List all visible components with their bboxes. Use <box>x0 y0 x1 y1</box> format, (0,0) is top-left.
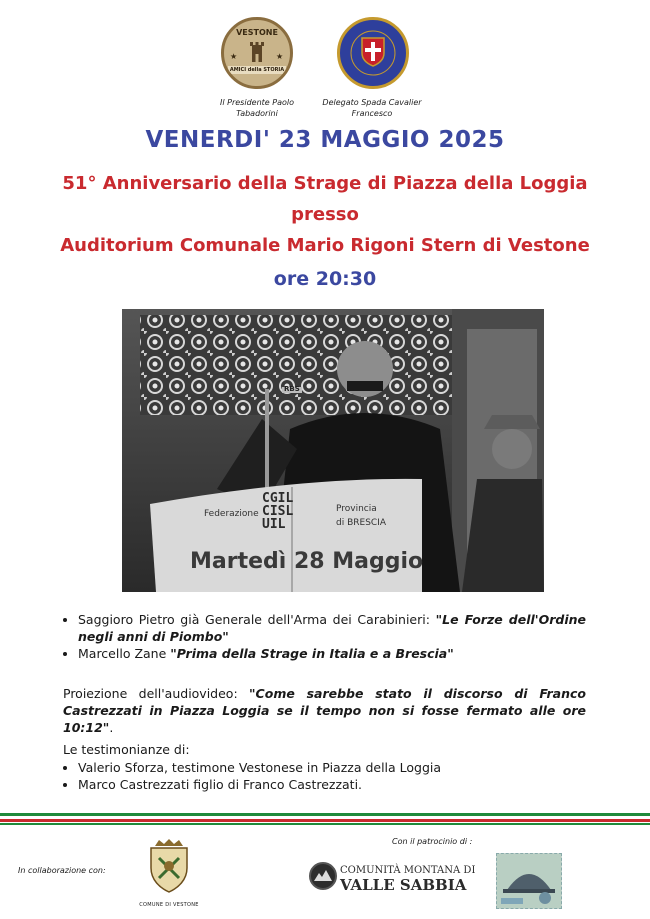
speaker-text: Saggioro Pietro già Generale dell'Arma dei Carabinieri: <box>78 612 436 627</box>
projection-label: Proiezione dell'audiovideo: <box>63 686 250 701</box>
projection-end: . <box>109 720 114 735</box>
caption-line: Delegato Spada Cavalier <box>322 98 422 107</box>
speaker-title: "Prima della Strage in Italia e a Brescia" <box>170 646 454 661</box>
star-icon: ★ <box>230 52 238 61</box>
provincia-text <box>336 502 386 530</box>
speaker-text: Marcello Zane <box>78 646 171 661</box>
mic-label: RBS <box>284 385 300 393</box>
projection-paragraph <box>63 685 586 736</box>
testimonies-heading: Le testimonianze di: <box>63 742 190 757</box>
comune-caption: COMUNE DI VESTONE <box>139 902 199 908</box>
list-item: • Marco Castrezzati figlio di Franco Castrezzati. <box>78 776 586 793</box>
cm-line2: VALLE SABBIA <box>340 876 467 894</box>
event-presso: presso <box>291 204 359 225</box>
projection-title: "Come sarebbe stato il discorso di Franco Castrezzati in Piazza Loggia se il tempo non si fosse fermato alle ore 10:12" <box>63 686 586 735</box>
president-caption <box>207 97 307 119</box>
speaker-title: "Le Forze dell'Ordine negli anni di Piombo" <box>78 612 586 644</box>
event-time: ore 20:30 <box>273 268 377 290</box>
savoy-shield-icon <box>361 37 385 67</box>
cm-line1: COMUNITÀ MONTANA DI <box>340 865 476 876</box>
list-item <box>78 611 586 645</box>
red-stripe <box>0 819 650 822</box>
provincia-line: di BRESCIA <box>336 518 386 528</box>
caption-line: Il Presidente Paolo <box>220 98 294 107</box>
comunita-montana-text <box>340 865 475 894</box>
union-names <box>262 492 293 531</box>
guardia-onore-logo <box>337 17 409 89</box>
logo-top-text: VESTONE <box>236 28 278 37</box>
green-stripe <box>0 823 650 825</box>
comunita-montana-emblem-icon <box>309 862 337 890</box>
caption-line: Francesco <box>351 109 393 118</box>
amici-della-storia-logo <box>221 17 293 89</box>
testimonies-list <box>62 759 586 793</box>
helmet-stamp-icon <box>496 853 562 909</box>
logo-banner-text: AMICI della STORIA <box>229 67 285 73</box>
historical-photo <box>122 309 544 592</box>
delegate-caption <box>315 97 429 119</box>
collab-label: In collaborazione con: <box>18 866 106 875</box>
event-anniversary: 51° Anniversario della Strage di Piazza della Loggia <box>62 173 588 194</box>
list-item <box>78 645 586 662</box>
union-name: CGIL <box>262 491 294 506</box>
podium-left-text: Federazione <box>204 509 259 519</box>
speakers-list <box>62 611 586 662</box>
list-item: • Valerio Sforza, testimone Vestonese in Piazza della Loggia <box>78 759 586 776</box>
tower-icon <box>246 40 268 62</box>
podium-date: Martedì 28 Maggio <box>190 549 424 574</box>
union-name: UIL <box>262 517 286 532</box>
caption-line: Tabadorini <box>236 109 278 118</box>
star-icon: ★ <box>276 52 284 61</box>
event-date: VENERDI' 23 MAGGIO 2025 <box>145 127 505 153</box>
comune-vestone-crest-icon <box>145 838 193 894</box>
provincia-line: Provincia <box>336 504 377 514</box>
patrocinio-label: Con il patrocinio di : <box>392 837 473 846</box>
union-name: CISL <box>262 504 294 519</box>
event-venue: Auditorium Comunale Mario Rigoni Stern di Vestone <box>60 235 590 256</box>
